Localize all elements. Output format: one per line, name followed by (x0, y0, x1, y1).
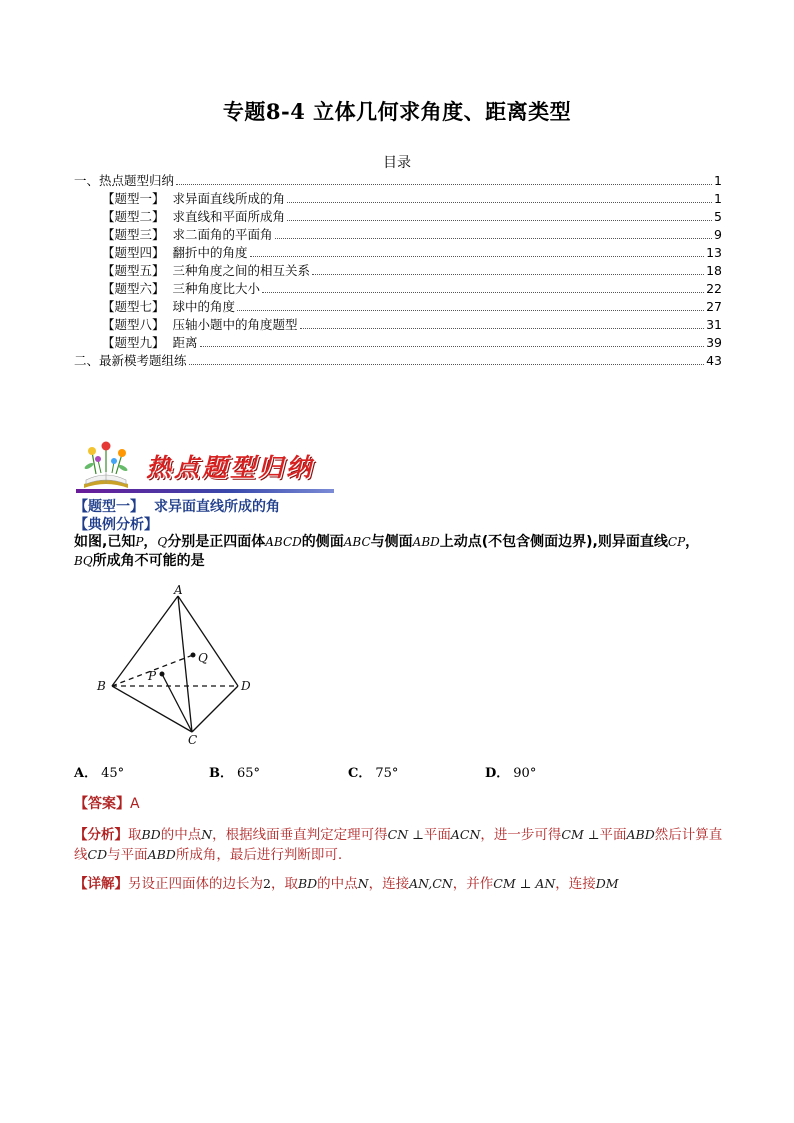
toc-entry-label (102, 298, 235, 316)
math-expr: CM ⊥ AN (493, 876, 556, 891)
toc-leader-dots (189, 364, 705, 365)
math-expr: BD (297, 876, 318, 891)
math-expr: AN,CN (409, 876, 453, 891)
toc-row[interactable] (74, 298, 722, 316)
flowers-icon (84, 442, 129, 475)
analysis-text: 取 (128, 827, 142, 843)
math-expr: N (357, 876, 369, 891)
section-type-heading (74, 496, 280, 516)
toc-row[interactable] (74, 244, 722, 262)
math-expr: 2 (263, 876, 271, 891)
detail-text: ，连接 (555, 876, 596, 892)
analysis-text: 然后计算直线 (74, 827, 723, 863)
detail-paragraph (74, 874, 724, 894)
detail-text: 的中点 (317, 876, 358, 892)
label-p: P (148, 669, 157, 683)
toc-entry-title: 翻折中的角度 (172, 245, 248, 260)
edge-ad (178, 596, 238, 686)
section-type-title: 求异面直线所成的角 (154, 499, 280, 515)
choice-value: 90° (513, 766, 537, 781)
detail-text: ，取 (270, 876, 298, 892)
toc-entry-title: 球中的角度 (172, 299, 236, 314)
toc-entry-tag: 【题型四】 (102, 245, 165, 260)
problem-text: 分别是正四面体 (167, 534, 266, 550)
toc-page-number: 18 (706, 263, 722, 278)
toc-leader-dots (176, 184, 712, 185)
analysis-text: 与平面 (107, 847, 148, 863)
toc-entry-label (74, 352, 187, 370)
toc-row[interactable] (74, 172, 722, 190)
toc-entry-label (102, 208, 285, 226)
toc-leader-dots (237, 310, 704, 311)
toc-entry-label (102, 244, 248, 262)
analysis-text: 的中点 (160, 827, 202, 843)
toc-leader-dots (312, 274, 704, 275)
toc-row[interactable] (74, 316, 722, 334)
detail-label: 【详解】 (74, 876, 128, 892)
toc-heading: 目录 (383, 155, 411, 171)
analysis-paragraph (74, 825, 724, 865)
detail-text: 另设正四面体的边长为 (128, 876, 263, 892)
label-a: A (174, 583, 183, 597)
toc-leader-dots (287, 202, 712, 203)
toc-leader-dots (250, 256, 705, 257)
toc-entry-label (102, 226, 273, 244)
choice-letter: D． (485, 766, 510, 781)
choice-value: 45° (101, 766, 125, 781)
toc-entry-title: 三种角度之间的相互关系 (172, 263, 311, 278)
toc-leader-dots (200, 346, 705, 347)
math-expr: CD (87, 847, 108, 862)
choice-d[interactable] (485, 762, 536, 781)
answer-value: A (130, 796, 140, 812)
math-expr: ABD (147, 847, 176, 862)
choice-c[interactable] (348, 762, 398, 781)
math-var: BQ (74, 554, 93, 568)
problem-text: 的侧面 (301, 534, 344, 550)
label-c: C (188, 733, 198, 747)
math-expr: BD (141, 827, 161, 842)
problem-statement (74, 533, 724, 571)
toc-entry-tag: 【题型九】 (102, 335, 165, 350)
math-expr: ACN (450, 827, 481, 842)
math-var: ABCD (265, 535, 302, 549)
choice-letter: A． (74, 766, 98, 781)
toc-entry-title: 求异面直线所成的角 (172, 191, 286, 206)
choice-letter: C． (348, 766, 372, 781)
toc-entry-label (102, 190, 285, 208)
toc-page-number: 1 (714, 191, 722, 206)
toc-row[interactable] (74, 190, 722, 208)
toc-row[interactable] (74, 226, 722, 244)
toc-page-number: 13 (706, 245, 722, 260)
toc-page-number: 27 (706, 299, 722, 314)
label-b: B (97, 679, 106, 693)
table-of-contents (74, 172, 722, 370)
choice-b[interactable] (209, 762, 260, 781)
math-var: CP (667, 535, 686, 549)
analysis-text: 所成角，最后进行判断即可. (175, 847, 343, 863)
toc-entry-tag: 【题型八】 (102, 317, 165, 332)
math-expr: CN ⊥ (387, 827, 424, 842)
math-expr: N (201, 827, 213, 842)
analysis-text: 平面 (423, 827, 451, 843)
problem-text: ， (685, 534, 700, 550)
detail-text: ，连接 (368, 876, 410, 892)
point-q (191, 653, 196, 658)
answer-label: 【答案】 (74, 796, 130, 812)
analysis-text: ，根据线面垂直判定定理可得 (212, 827, 388, 843)
toc-leader-dots (300, 328, 705, 329)
edge-ac (178, 596, 192, 732)
toc-page-number: 39 (706, 335, 722, 350)
point-p (160, 672, 165, 677)
analysis-text: 平面 (599, 827, 627, 843)
toc-entry-label (102, 334, 198, 352)
edge-dc (192, 686, 238, 732)
toc-entry-label (102, 262, 310, 280)
section-analysis-tag: 【典例分析】 (74, 517, 158, 533)
choice-value: 75° (375, 766, 399, 781)
answer (74, 793, 140, 813)
toc-entry-tag: 【题型一】 (102, 191, 165, 206)
problem-text: 如图,已知 (74, 534, 136, 550)
toc-entry-label (102, 316, 298, 334)
toc-page-number: 31 (706, 317, 722, 332)
toc-entry-label (74, 172, 174, 190)
toc-entry-tag: 【题型二】 (102, 209, 165, 224)
toc-row[interactable] (74, 280, 722, 298)
toc-entry-title: 压轴小题中的角度题型 (172, 317, 298, 332)
toc-page-number: 5 (714, 209, 722, 224)
choice-letter: B． (209, 766, 233, 781)
math-var: ABC (343, 535, 371, 549)
math-var: P (135, 535, 144, 549)
analysis-label: 【分析】 (74, 827, 128, 843)
section-type-tag: 【题型一】 (74, 499, 144, 515)
toc-entry-title: 二、最新模考题组练 (74, 353, 187, 368)
toc-entry-tag: 【题型七】 (102, 299, 165, 314)
toc-row[interactable] (74, 334, 722, 352)
toc-leader-dots (287, 220, 712, 221)
toc-entry-title: 求二面角的平面角 (172, 227, 273, 242)
problem-text: ， (143, 534, 158, 550)
toc-entry-tag: 【题型三】 (102, 227, 165, 242)
tetrahedron-figure (92, 582, 262, 747)
choice-value: 65° (237, 766, 261, 781)
toc-row[interactable] (74, 262, 722, 280)
problem-text: 上动点(不包含侧面边界),则异面直线 (439, 534, 668, 550)
banner-title: 热点题型归纳 (146, 453, 315, 482)
detail-text: ，并作 (452, 876, 494, 892)
problem-text: 与侧面 (370, 534, 413, 550)
label-q: Q (198, 651, 208, 665)
math-var: Q (157, 535, 168, 549)
toc-leader-dots (262, 292, 704, 293)
toc-page-number: 22 (706, 281, 722, 296)
toc-entry-title: 一、热点题型归纳 (74, 173, 175, 188)
toc-page-number: 1 (714, 173, 722, 188)
analysis-text: ，进一步可得 (480, 827, 562, 843)
label-d: D (241, 679, 251, 693)
toc-entry-label (102, 280, 260, 298)
choice-a[interactable] (74, 762, 124, 781)
page-title: 专题8-4 立体几何求角度、距离类型 (222, 99, 572, 124)
edge-ab (112, 596, 178, 686)
toc-entry-tag: 【题型六】 (102, 281, 165, 296)
toc-row[interactable] (74, 208, 722, 226)
banner-underline (76, 489, 334, 493)
toc-leader-dots (275, 238, 713, 239)
math-var: ABD (412, 535, 440, 549)
book-icon (84, 472, 128, 488)
toc-entry-title: 距离 (172, 335, 198, 350)
math-expr: DM (595, 876, 619, 891)
toc-page-number: 9 (714, 227, 722, 242)
toc-entry-title: 求直线和平面所成角 (172, 209, 286, 224)
math-expr: CM ⊥ (561, 827, 600, 842)
toc-page-number: 43 (706, 353, 722, 368)
math-expr: ABD (626, 827, 655, 842)
problem-text: 所成角不可能的是 (92, 553, 205, 569)
toc-row[interactable] (74, 352, 722, 370)
toc-entry-title: 三种角度比大小 (172, 281, 261, 296)
toc-entry-tag: 【题型五】 (102, 263, 165, 278)
